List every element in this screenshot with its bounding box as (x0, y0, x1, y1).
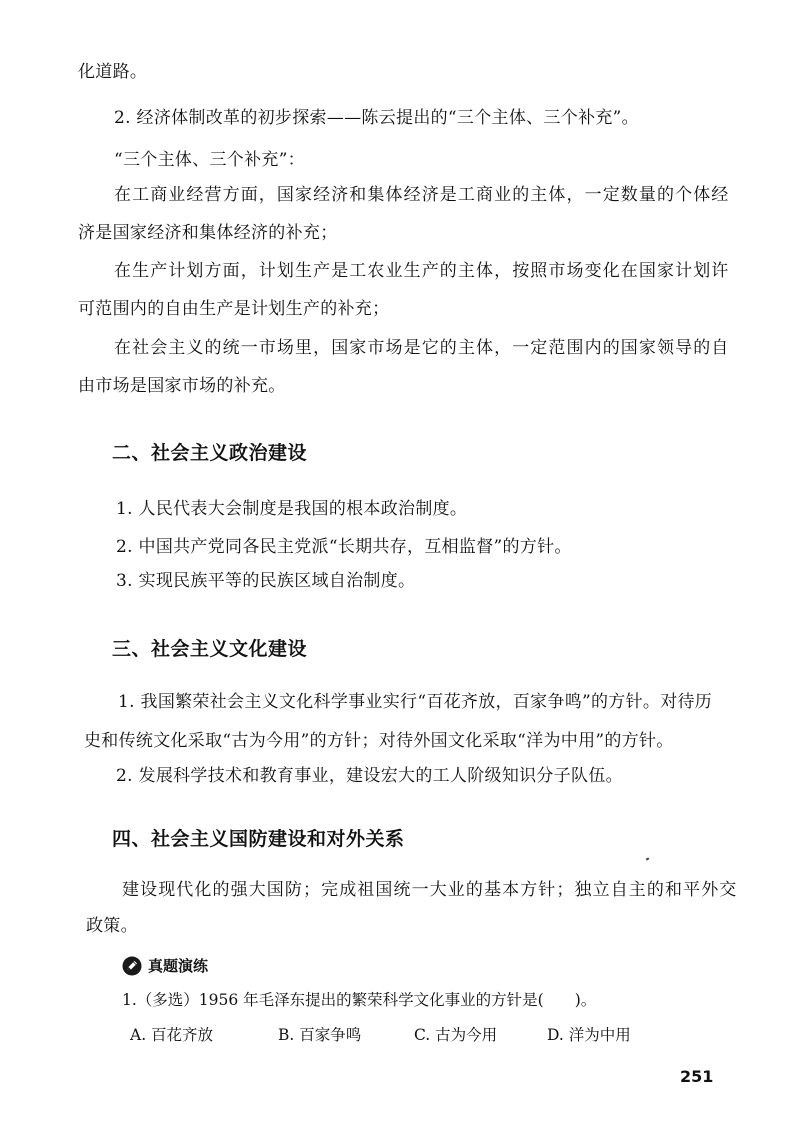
paragraph-line: 史和传统文化采取“古为今用”的方针；对待外国文化采取“洋为中用”的方针。 (84, 731, 674, 751)
list-item: 2. 中国共产党同各民主党派“长期共存，互相监督”的方针。 (116, 537, 572, 557)
pencil-icon (122, 956, 142, 976)
list-item: 1. 人民代表大会制度是我国的根本政治制度。 (116, 499, 468, 519)
paragraph-line: 在工商业经营方面，国家经济和集体经济是工商业的主体，一定数量的个体经 (114, 185, 730, 205)
paragraph-line: 在生产计划方面，计划生产是工农业生产的主体，按照市场变化在国家计划许 (114, 261, 730, 281)
subheading: “三个主体、三个补充”： (114, 150, 305, 170)
list-item: 2. 发展科学技术和教育事业，建设宏大的工人阶级知识分子队伍。 (116, 766, 623, 786)
page-number: 251 (680, 1067, 714, 1086)
option-c: C. 古为今用 (414, 1026, 498, 1044)
paragraph-line: 济是国家经济和集体经济的补充； (78, 223, 338, 243)
scan-speck (646, 857, 650, 860)
option-a: A. 百花齐放 (130, 1026, 214, 1044)
practice-heading (122, 955, 208, 977)
option-b: B. 百家争鸣 (278, 1026, 362, 1044)
paragraph-line: 化道路。 (78, 62, 148, 82)
section-title: 二、社会主义政治建设 (112, 442, 308, 464)
paragraph-line: 可范围内的自由生产是计划生产的补充； (78, 299, 390, 319)
question-text: 1.（多选）1956 年毛泽东提出的繁荣科学文化事业的方针是( )。 (122, 991, 597, 1009)
list-item: 2. 经济体制改革的初步探索——陈云提出的“三个主体、三个补充”。 (114, 108, 639, 128)
paragraph-line: 建设现代化的强大国防；完成祖国统一大业的基本方针；独立自主的和平外交 (122, 880, 738, 900)
option-d: D. 洋为中用 (547, 1026, 631, 1044)
paragraph-line: 在社会主义的统一市场里，国家市场是它的主体，一定范围内的国家领导的自 (114, 338, 730, 358)
section-title: 四、社会主义国防建设和对外关系 (112, 828, 405, 850)
list-item: 3. 实现民族平等的民族区域自治制度。 (116, 571, 416, 591)
list-item: 1. 我国繁荣社会主义文化科学事业实行“百花齐放，百家争鸣”的方针。对待历 (118, 692, 713, 712)
paragraph-line: 政策。 (86, 916, 138, 936)
paragraph-line: 由市场是国家市场的补充。 (78, 376, 286, 396)
practice-title: 真题演练 (148, 957, 209, 975)
section-title: 三、社会主义文化建设 (112, 638, 308, 660)
